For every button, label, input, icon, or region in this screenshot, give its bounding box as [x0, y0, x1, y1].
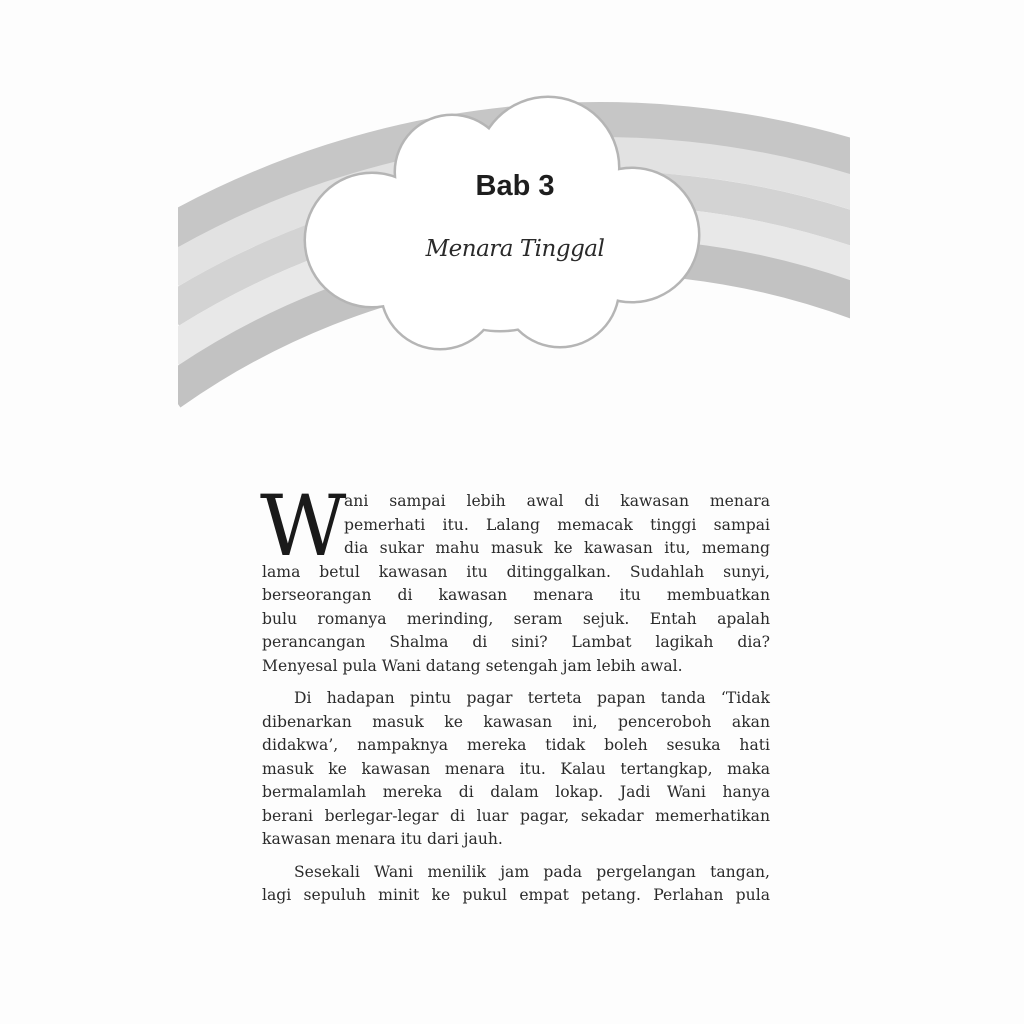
paragraph [262, 861, 770, 908]
text-line: pemerhati itu. Lalang memacak tinggi sampai [344, 515, 770, 534]
text-line: perancangan Shalma di sini? Lambat lagikah dia? [262, 633, 770, 651]
text-line: lama betul kawasan itu ditinggalkan. Sudahlah sunyi, [262, 562, 770, 581]
chapter-body [260, 477, 770, 917]
chapter-title: Menara Tinggal [425, 236, 605, 262]
text-line: lagi sepuluh minit ke pukul empat petang. Perlahan pula [262, 886, 770, 904]
text-line: didakwa’, nampaknya mereka tidak boleh sesuka hati [262, 736, 770, 754]
text-line: bulu romanya merinding, seram sejuk. Entah apalah [262, 609, 770, 628]
text-line: masuk ke kawasan menara itu. Kalau tertangkap, maka [262, 759, 770, 778]
text-line: kawasan menara itu dari jauh. [262, 830, 503, 848]
text-line: ani sampai lebih awal di kawasan menara [344, 492, 770, 510]
drop-cap: W [260, 477, 347, 575]
text-line: Sesekali Wani menilik jam pada pergelangan tangan, [294, 862, 770, 881]
chapter-number: Bab 3 [475, 170, 555, 202]
text-line: berseorangan di kawasan menara itu membuatkan [262, 586, 770, 604]
text-line: bermalamlah mereka di dalam lokap. Jadi Wani hanya [262, 783, 770, 801]
text-line: Menyesal pula Wani datang setengah jam lebih awal. [262, 656, 683, 675]
text-line: berani berlegar-legar di luar pagar, sekadar memerhatikan [262, 806, 770, 825]
text-line: dibenarkan masuk ke kawasan ini, penceroboh akan [262, 712, 770, 731]
text-line: dia sukar mahu masuk ke kawasan itu, memang [344, 539, 770, 557]
paragraph [262, 687, 770, 852]
text-line: Di hadapan pintu pagar terteta papan tanda ‘Tidak [294, 689, 770, 707]
